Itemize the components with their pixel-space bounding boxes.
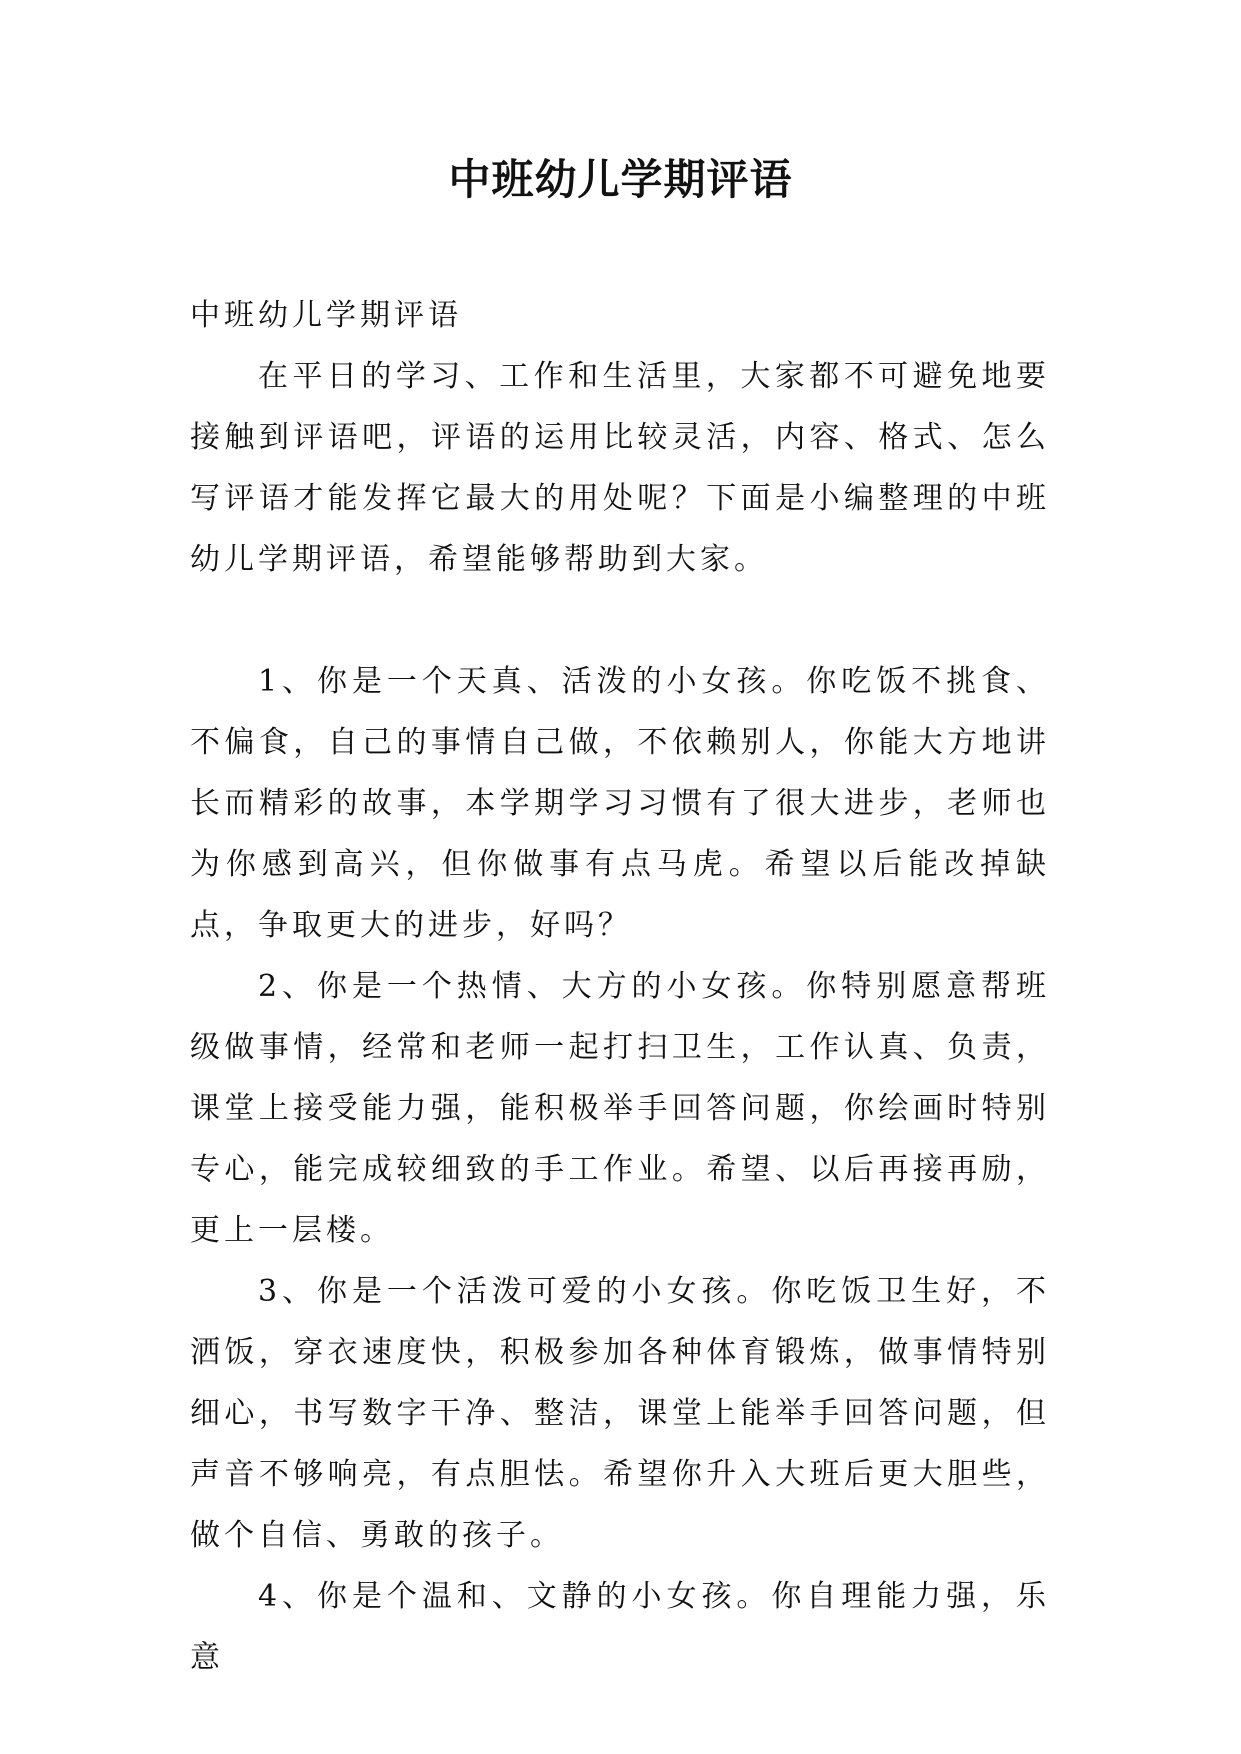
comment-item-4: 4、你是个温和、文静的小女孩。你自理能力强，乐意: [190, 1579, 1050, 1675]
document-title: 中班幼儿学期评语: [448, 155, 793, 204]
intro-paragraph: 在平日的学习、工作和生活里，大家都不可避免地要接触到评语吧，评语的运用比较灵活，内容、格式、怎么写评语才能发挥它最大的用处呢？下面是小编整理的中班幼儿学期评语，希望能够帮助到大家。: [190, 359, 1050, 577]
comment-item-3: 3、你是一个活泼可爱的小女孩。你吃饭卫生好，不洒饭，穿衣速度快，积极参加各种体育锻炼，做事情特别细心，书写数字干净、整洁，课堂上能举手回答问题，但声音不够响亮，有点胆怯。希望你升入大班后更大胆些，做个自信、勇敢的孩子。: [190, 1274, 1050, 1553]
comment-item-2: 2、你是一个热情、大方的小女孩。你特别愿意帮班级做事情，经常和老师一起打扫卫生，工作认真、负责，课堂上接受能力强，能积极举手回答问题，你绘画时特别专心，能完成较细致的手工作业。希望、以后再接再励，更上一层楼。: [190, 969, 1050, 1248]
comment-item-1: 1、你是一个天真、活泼的小女孩。你吃饭不挑食、不偏食，自己的事情自己做，不依赖别人，你能大方地讲长而精彩的故事，本学期学习习惯有了很大进步，老师也为你感到高兴，但你做事有点马虎。希望以后能改掉缺点，争取更大的进步，好吗？: [190, 664, 1050, 943]
paragraph-spacer: [190, 590, 1050, 651]
document-body: [190, 285, 1050, 1688]
document-subtitle: 中班幼儿学期评语: [190, 298, 462, 333]
